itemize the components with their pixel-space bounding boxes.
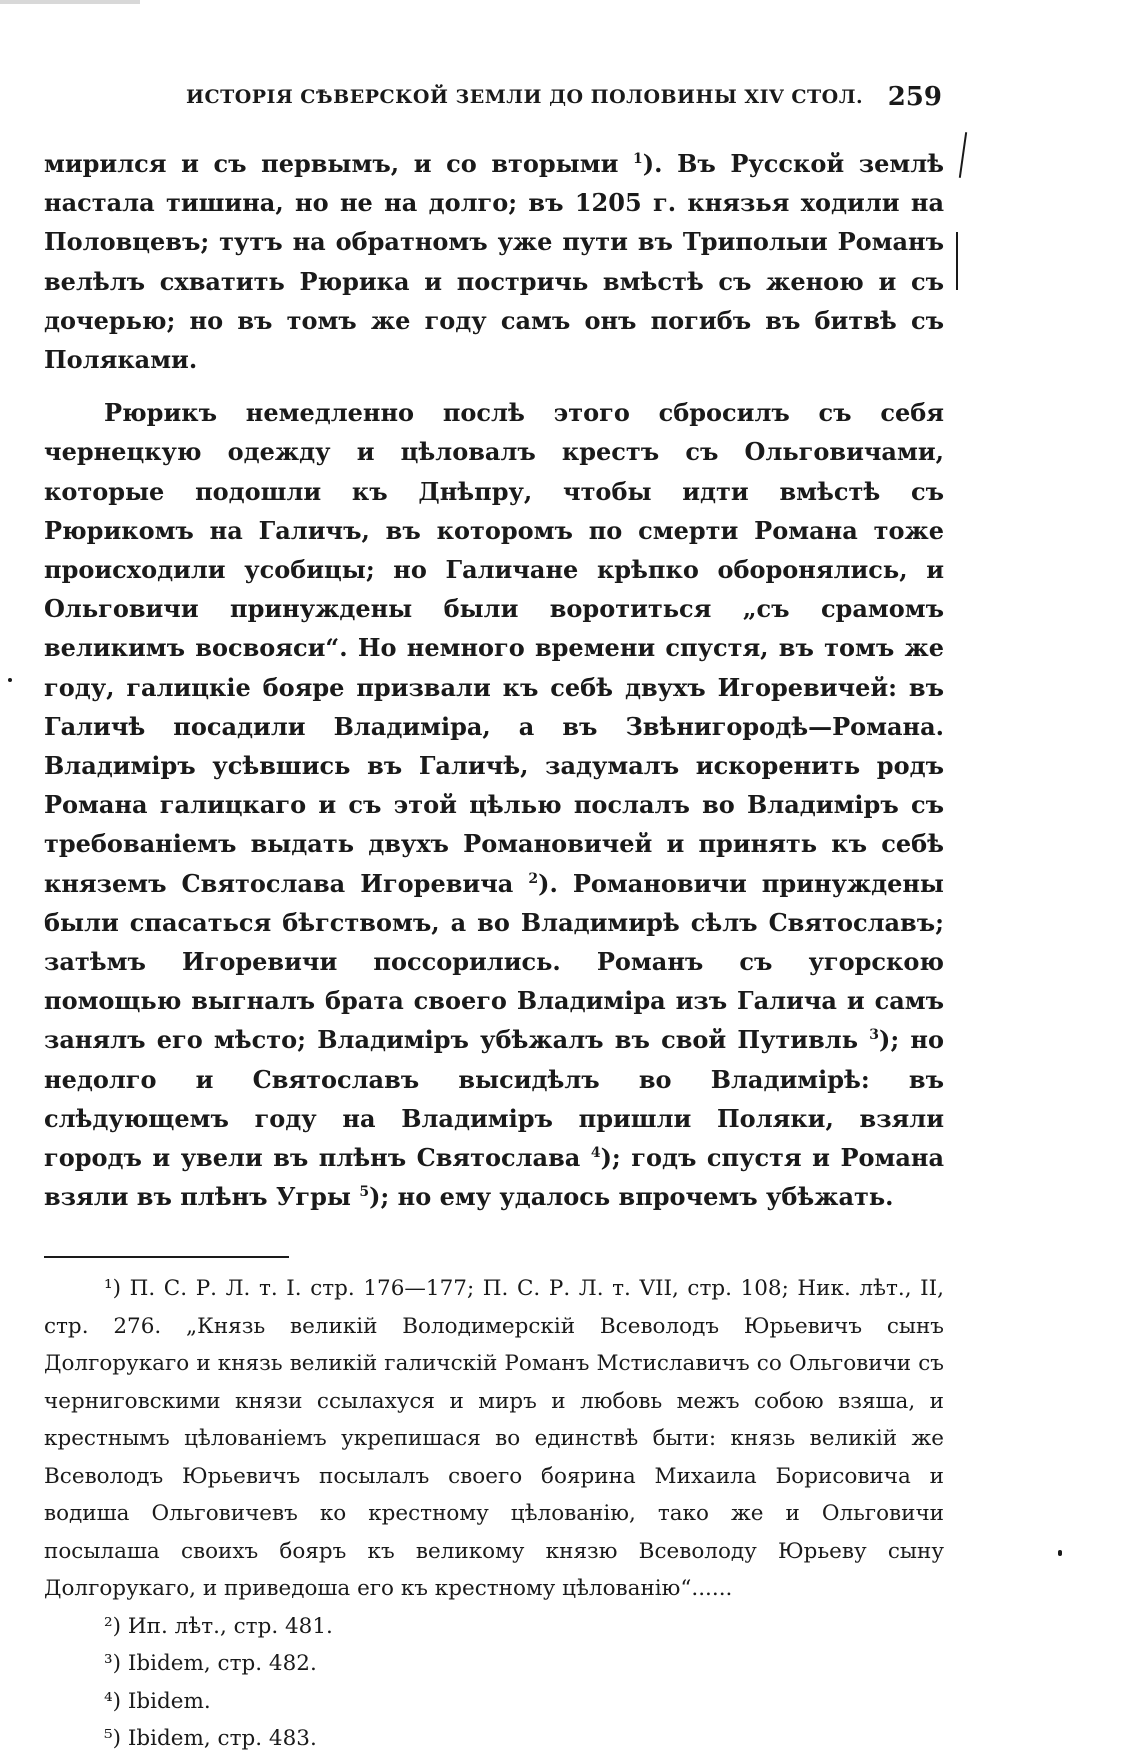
footnote-marker: ¹) bbox=[104, 1276, 122, 1302]
footnote-4 bbox=[44, 1683, 944, 1721]
footnote-text: Ibidem, стр. 482. bbox=[127, 1651, 317, 1677]
margin-dot-mark bbox=[8, 678, 12, 682]
running-title: ИСТОРІЯ СѢВЕРСКОЙ ЗЕМЛИ ДО ПОЛОВИНЫ XIV СТОЛ. bbox=[186, 86, 864, 108]
main-text bbox=[44, 144, 944, 1216]
footnote-marker: ⁵) bbox=[104, 1726, 122, 1752]
book-page bbox=[44, 82, 944, 1758]
text-run: ). Въ Русской землѣ настала тишина, но не на долго; въ 1205 г. князья ходили на Половцевъ; тутъ на обратномъ уже пути въ Триполыи Романъ велѣлъ схватить Рюрика и постричь вмѣстѣ съ женою и съ дочерью; но въ томъ же году самъ онъ погибъ въ битвѣ съ Поляками. bbox=[44, 149, 944, 375]
text-run: ). Романовичи принуждены были спасаться бѣгствомъ, а во Владимирѣ сѣлъ Святославъ; затѣмъ Игоревичи поссорились. Романъ съ угорскою помощью выгналъ брата своего Владиміра изъ Галича и самъ занялъ его мѣсто; Владиміръ убѣжалъ въ свой Путивль bbox=[44, 868, 944, 1055]
footnote-separator bbox=[44, 1256, 289, 1258]
footnote-marker: ²) bbox=[104, 1613, 122, 1639]
text-run: ); но ему удалось впрочемъ убѣжать. bbox=[369, 1182, 894, 1212]
page-number: 259 bbox=[887, 82, 942, 112]
footnote-5 bbox=[44, 1720, 944, 1758]
margin-line-mark bbox=[959, 132, 967, 178]
margin-dot-mark bbox=[1058, 1550, 1062, 1556]
footnote-ref-4: 4 bbox=[590, 1145, 601, 1162]
footnote-marker: ⁴) bbox=[104, 1688, 122, 1714]
footnote-ref-5: 5 bbox=[359, 1184, 370, 1201]
footnote-ref-3: 3 bbox=[869, 1027, 879, 1044]
margin-line-mark bbox=[956, 232, 958, 290]
footnotes bbox=[44, 1270, 944, 1758]
footnote-text: Ibidem. bbox=[127, 1688, 211, 1714]
footnote-ref-1: 1 bbox=[633, 151, 643, 167]
footnote-text: П. С. Р. Л. т. I. стр. 176—177; П. С. Р. Л. т. VII, стр. 108; Ник. лѣт., II, стр. 276. „Князь великій Володимерскій Всеволодъ Юрьевичъ сынъ Долгорукаго и князь великій галичскій Романъ Мстиславичъ со Ольговичи съ черниговскими князи ссылахуся и миръ и любовь межъ собою взяша, и крестнымъ цѣлованіемъ укрепишася во единствѣ быти: князь великій же Всеволодъ Юрьевичъ посылалъ своего боярина Михаила Борисовича и водиша Ольговичевъ ко крестному цѣлованію, тако же и Ольговичи посылаша своихъ бояръ къ великому князю Всеволоду Юрьеву сыну Долгорукаго, и приведоша его къ крестному цѣлованію“...... bbox=[44, 1276, 944, 1602]
footnote-text: Ип. лѣт., стр. 481. bbox=[127, 1613, 333, 1639]
text-run: ); годъ спустя и Романа взяли въ плѣнъ Угры bbox=[44, 1143, 945, 1212]
text-run: Рюрикъ немедленно послѣ этого сбросилъ съ себя чернецкую одежду и цѣловалъ крестъ съ Ольговичами, которые подошли къ Днѣпру, чтобы идти вмѣстѣ съ Рюрикомъ на Галичъ, въ которомъ по смерти Романа тоже происходили усобицы; но Галичане крѣпко оборонялись, и Ольговичи принуждены были воротиться „съ срамомъ великимъ восвояси“. Но немного времени спустя, въ томъ же году, галицкіе бояре призвали къ себѣ двухъ Игоревичей: въ Галичѣ посадили Владиміра, а въ Звѣнигородѣ—Романа. Владиміръ усѣвшись въ Галичѣ, задумалъ искоренить родъ Романа галицкаго и съ этой цѣлью послалъ во Владиміръ съ требованіемъ выдать двухъ Романовичей и принять къ себѣ княземъ Святослава Игоревича bbox=[44, 398, 944, 898]
footnote-3 bbox=[44, 1645, 944, 1683]
paragraph-2 bbox=[44, 393, 944, 1216]
footnote-2 bbox=[44, 1608, 944, 1646]
paragraph-1 bbox=[44, 144, 944, 379]
scan-edge-mark bbox=[0, 0, 140, 4]
footnote-marker: ³) bbox=[104, 1651, 122, 1677]
page-header bbox=[44, 82, 944, 122]
footnote-text: Ibidem, стр. 483. bbox=[127, 1726, 317, 1752]
text-run: ); но недолго и Святославъ высидѣлъ во Владимірѣ: въ слѣдующемъ году на Владиміръ пришли Поляки, взяли городъ и увели въ плѣнъ Святослава bbox=[44, 1025, 944, 1173]
footnote-1 bbox=[44, 1270, 944, 1608]
footnote-ref-2: 2 bbox=[528, 870, 539, 887]
text-run: мирился и съ первымъ, и со вторыми bbox=[44, 149, 633, 178]
